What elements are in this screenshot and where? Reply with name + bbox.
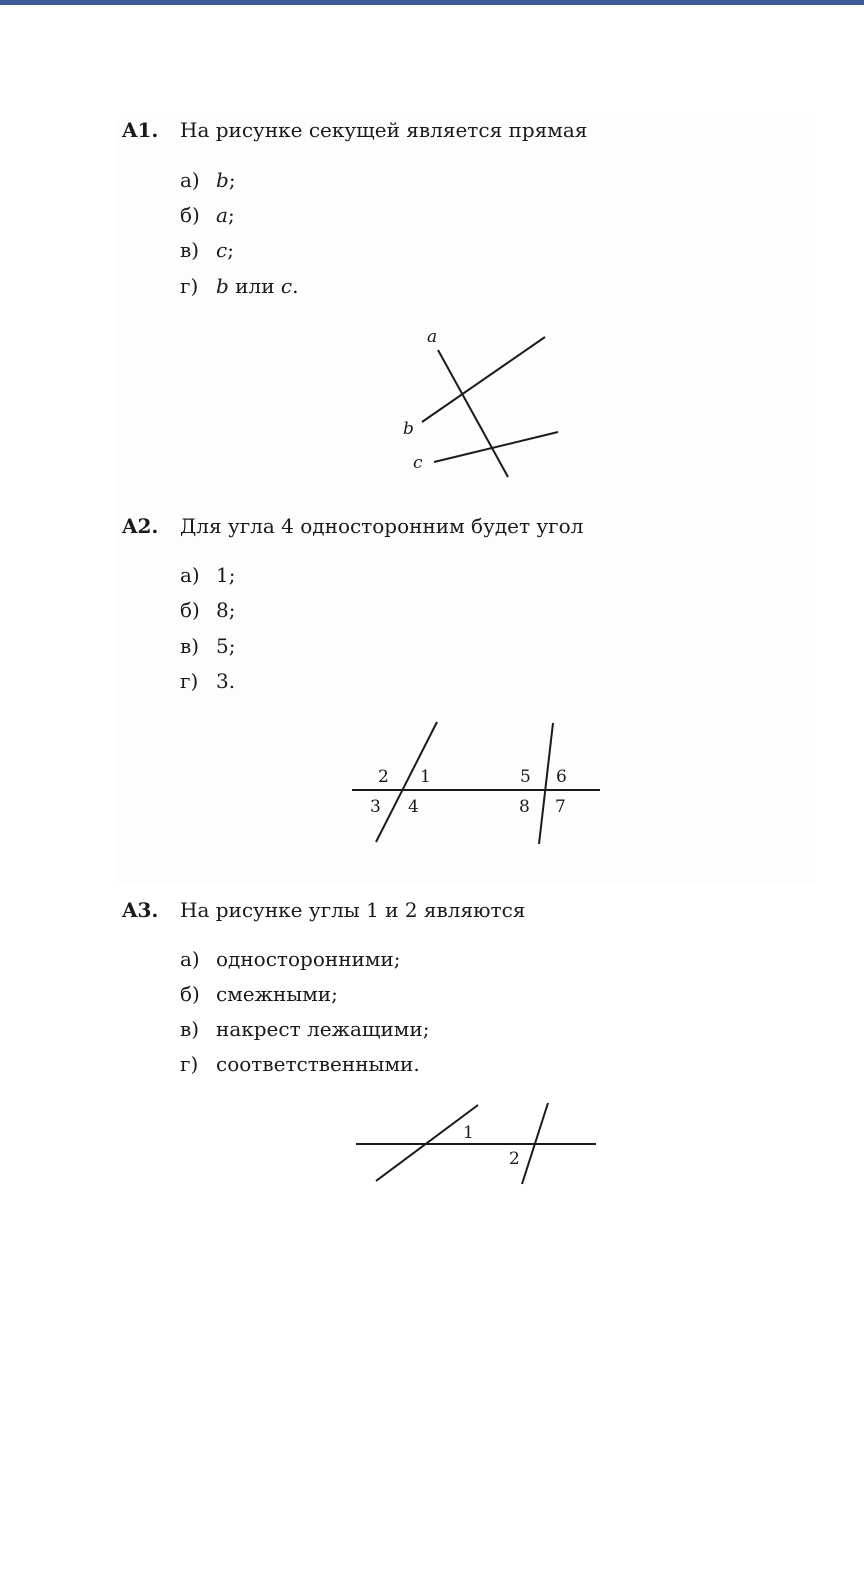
angle-label-5: 5: [520, 767, 531, 787]
option-letter: а): [180, 563, 200, 587]
angle-label-4: 4: [408, 797, 419, 817]
question-number: A1.: [122, 118, 159, 142]
option-suffix: ;: [227, 238, 234, 262]
option-letter: в): [180, 634, 200, 658]
option-text: односторонними;: [216, 947, 401, 971]
question-text: На рисунке секущей является прямая: [180, 118, 588, 142]
option-text: соответственными.: [216, 1052, 420, 1076]
option-letter: г): [180, 669, 199, 693]
option-text: 8;: [216, 598, 236, 622]
label-c: c: [413, 453, 423, 473]
option-letter: в): [180, 1017, 200, 1041]
angle-label-6: 6: [556, 767, 567, 787]
option-text: смежными;: [216, 982, 338, 1006]
option-variable: b: [216, 274, 229, 298]
option-letter: б): [180, 982, 200, 1006]
option-letter: б): [180, 203, 200, 227]
question-number: A2.: [122, 514, 159, 538]
angle-label-1: 1: [463, 1123, 474, 1143]
option-suffix: .: [292, 274, 299, 298]
label-b: b: [403, 419, 414, 439]
option-text: накрест лежащими;: [216, 1017, 430, 1041]
option-text: 3.: [216, 669, 236, 693]
option-letter: в): [180, 238, 200, 262]
option-text: 5;: [216, 634, 236, 658]
option-variable-2: c: [280, 274, 293, 298]
option-variable: c: [216, 238, 228, 262]
option-variable: b: [216, 168, 229, 192]
angle-label-2: 2: [509, 1149, 520, 1169]
option-letter: г): [180, 274, 199, 298]
angle-label-3: 3: [370, 797, 381, 817]
angle-label-2: 2: [378, 767, 389, 787]
question-text: Для угла 4 односторонним будет угол: [180, 514, 584, 538]
option-suffix: ;: [227, 203, 235, 227]
option-letter: а): [180, 168, 200, 192]
label-a: a: [427, 327, 438, 347]
question-text: На рисунке углы 1 и 2 являются: [180, 898, 526, 922]
option-letter: а): [180, 947, 200, 971]
question-number: A3.: [122, 898, 159, 922]
option-suffix: ;: [228, 168, 236, 192]
angle-label-7: 7: [555, 797, 566, 817]
option-letter: г): [180, 1052, 199, 1076]
angle-label-1: 1: [420, 767, 431, 787]
option-letter: б): [180, 598, 200, 622]
option-text: 1;: [216, 563, 236, 587]
angle-label-8: 8: [519, 797, 530, 817]
option-middle: или: [228, 274, 281, 298]
option-variable: a: [216, 203, 228, 227]
